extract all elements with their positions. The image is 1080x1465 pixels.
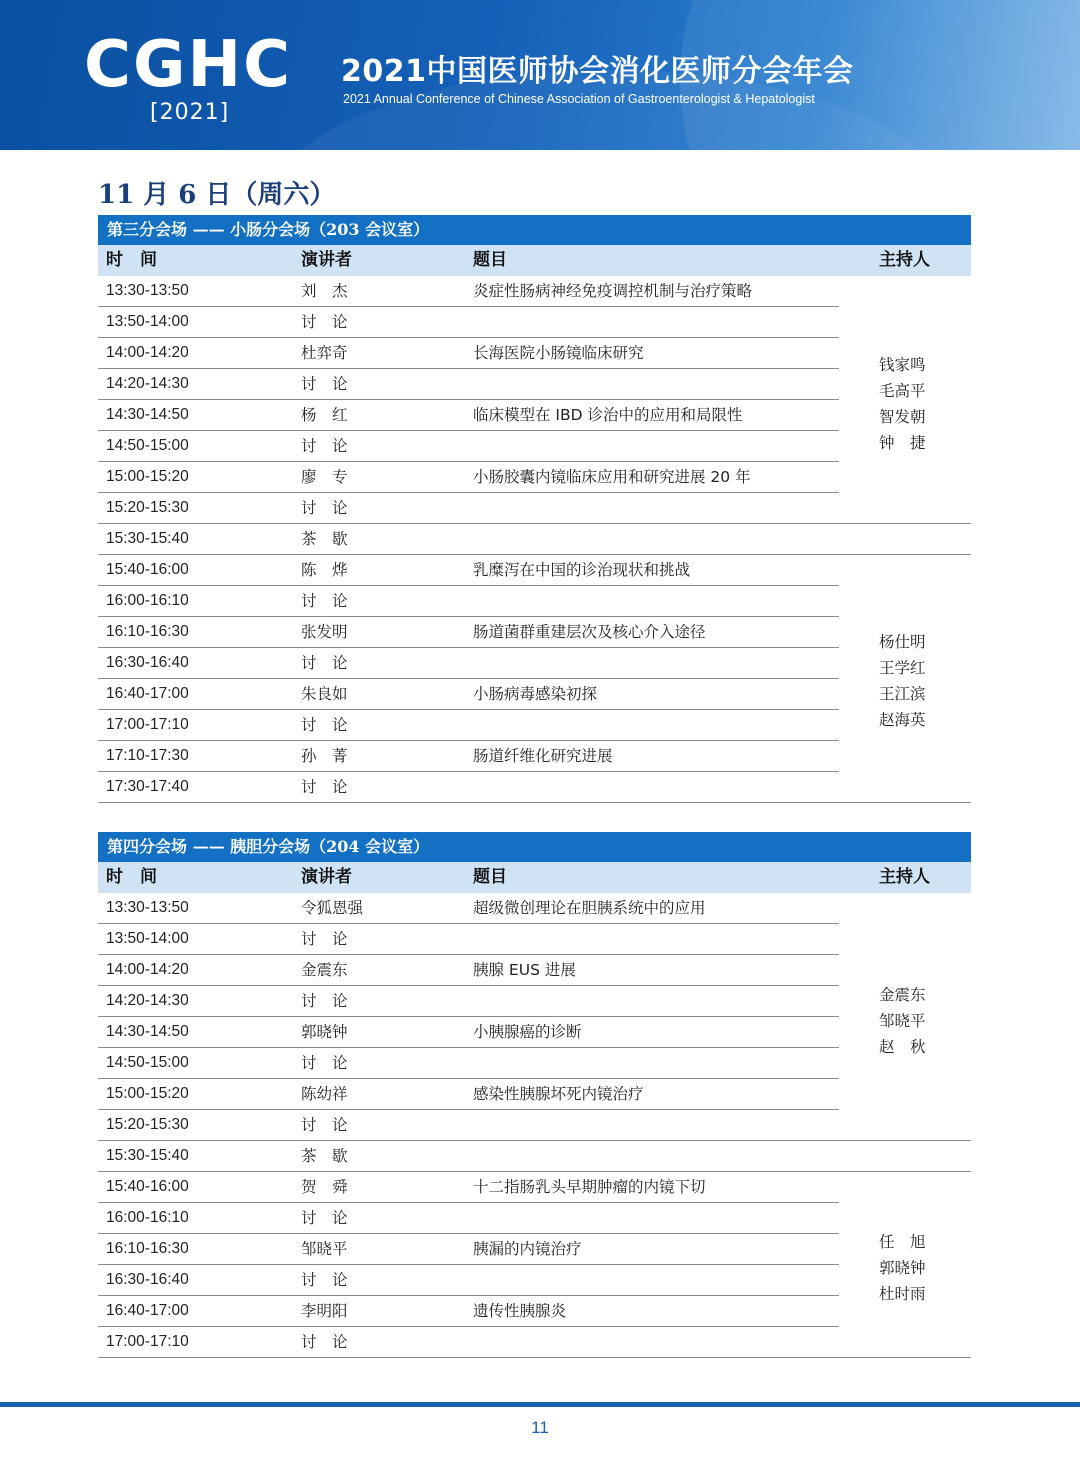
row-divider [98, 1357, 971, 1358]
topic-cell: 乳糜泻在中国的诊治现状和挑战 [473, 561, 691, 579]
table-row [98, 741, 971, 772]
col-topic: 题目 [473, 250, 507, 270]
time-cell: 14:30-14:50 [106, 1023, 189, 1040]
speaker-cell: 讨 论 [301, 1271, 348, 1289]
speaker-cell: 讨 论 [301, 992, 348, 1010]
time-cell: 14:20-14:30 [106, 992, 189, 1009]
host-group [879, 1229, 926, 1307]
time-cell: 14:50-15:00 [106, 437, 189, 454]
table-row [98, 1327, 971, 1358]
speaker-cell: 令狐恩强 [301, 899, 364, 917]
time-cell: 16:10-16:30 [106, 1240, 189, 1257]
time-cell: 13:50-14:00 [106, 930, 189, 947]
topic-cell: 小肠胶囊内镜临床应用和研究进展 20 年 [473, 468, 751, 486]
topic-cell: 小胰腺癌的诊断 [473, 1023, 582, 1041]
topic-cell: 肠道纤维化研究进展 [473, 747, 613, 765]
col-speaker: 演讲者 [301, 867, 352, 887]
host-name: 钟 捷 [879, 434, 926, 452]
table-row [98, 1203, 971, 1234]
conference-title-cn: 2021中国医师协会消化医师分会年会 [341, 54, 854, 89]
time-cell: 16:10-16:30 [106, 623, 189, 640]
host-group [879, 352, 926, 456]
speaker-cell: 李明阳 [301, 1302, 348, 1320]
speaker-cell: 讨 论 [301, 437, 348, 455]
host-name: 王学红 [879, 659, 926, 677]
table-row [98, 1017, 971, 1048]
speaker-cell: 张发明 [301, 623, 348, 641]
topic-cell: 临床模型在 IBD 诊治中的应用和局限性 [473, 406, 743, 424]
col-speaker: 演讲者 [301, 250, 352, 270]
table-row [98, 772, 971, 803]
speaker-cell: 讨 论 [301, 778, 348, 796]
host-name: 杨仕明 [879, 633, 926, 651]
time-cell: 15:20-15:30 [106, 1116, 189, 1133]
time-cell: 15:30-15:40 [106, 1147, 189, 1164]
speaker-cell: 贺 舜 [301, 1178, 348, 1196]
time-cell: 16:00-16:10 [106, 592, 189, 609]
topic-cell: 感染性胰腺坏死内镜治疗 [473, 1085, 644, 1103]
time-cell: 17:30-17:40 [106, 778, 189, 795]
speaker-cell: 讨 论 [301, 592, 348, 610]
host-name: 金震东 [879, 986, 926, 1004]
time-cell: 15:00-15:20 [106, 1085, 189, 1102]
page-number: 11 [531, 1418, 549, 1437]
table-row [98, 338, 971, 369]
table-row [98, 1079, 971, 1110]
schedule-rows [98, 893, 971, 1358]
host-name: 杜时雨 [879, 1285, 926, 1303]
topic-cell: 胰腺 EUS 进展 [473, 961, 576, 979]
time-cell: 15:20-15:30 [106, 499, 189, 516]
topic-cell: 肠道菌群重建层次及核心介入途径 [473, 623, 706, 641]
speaker-cell: 讨 论 [301, 716, 348, 734]
speaker-cell: 朱良如 [301, 685, 348, 703]
host-group [879, 629, 926, 733]
time-cell: 15:30-15:40 [106, 530, 189, 547]
session-pancreatobiliary [98, 832, 971, 1358]
table-row [98, 555, 971, 586]
speaker-cell: 廖 专 [301, 468, 348, 486]
speaker-cell: 讨 论 [301, 1209, 348, 1227]
speaker-cell: 茶 歇 [301, 1147, 348, 1165]
header-banner [0, 0, 1080, 150]
speaker-cell: 刘 杰 [301, 282, 348, 300]
speaker-cell: 讨 论 [301, 654, 348, 672]
host-name: 王江滨 [879, 685, 926, 703]
conference-title-en: 2021 Annual Conference of Chinese Association of Gastroenterologist & Hepatologist [343, 92, 815, 106]
session-small-intestine [98, 215, 971, 803]
time-cell: 15:40-16:00 [106, 561, 189, 578]
table-row [98, 431, 971, 462]
host-name: 赵海英 [879, 711, 926, 729]
time-cell: 14:00-14:20 [106, 961, 189, 978]
topic-cell: 超级微创理论在胆胰系统中的应用 [473, 899, 706, 917]
host-name: 智发朝 [879, 408, 926, 426]
table-row [98, 710, 971, 741]
table-row [98, 1265, 971, 1296]
table-row [98, 924, 971, 955]
table-row [98, 1172, 971, 1203]
topic-cell: 十二指肠乳头早期肿瘤的内镜下切 [473, 1178, 706, 1196]
speaker-cell: 讨 论 [301, 930, 348, 948]
host-name: 邹晓平 [879, 1012, 926, 1030]
topic-cell: 小肠病毒感染初探 [473, 685, 598, 703]
time-cell: 16:40-17:00 [106, 685, 189, 702]
host-name: 赵 秋 [879, 1038, 926, 1056]
time-cell: 14:20-14:30 [106, 375, 189, 392]
speaker-cell: 讨 论 [301, 1116, 348, 1134]
table-row [98, 986, 971, 1017]
table-row [98, 893, 971, 924]
speaker-cell: 孙 菁 [301, 747, 348, 765]
topic-cell: 长海医院小肠镜临床研究 [473, 344, 644, 362]
speaker-cell: 邹晓平 [301, 1240, 348, 1258]
speaker-cell: 郭晓钟 [301, 1023, 348, 1041]
table-row [98, 524, 971, 555]
footer-rule [0, 1402, 1080, 1407]
col-host: 主持人 [879, 867, 930, 887]
table-row [98, 493, 971, 524]
host-name: 钱家鸣 [879, 356, 926, 374]
session-title: 第四分会场 —— 胰胆分会场（204 会议室） [98, 832, 971, 862]
table-row [98, 617, 971, 648]
cghc-logo: CGHC [84, 28, 293, 102]
time-cell: 14:00-14:20 [106, 344, 189, 361]
topic-cell: 炎症性肠病神经免疫调控机制与治疗策略 [473, 282, 753, 300]
table-row [98, 462, 971, 493]
table-row [98, 369, 971, 400]
time-cell: 16:30-16:40 [106, 1271, 189, 1288]
logo-year: [2021] [150, 100, 230, 125]
speaker-cell: 讨 论 [301, 313, 348, 331]
table-row [98, 307, 971, 338]
table-row [98, 1141, 971, 1172]
table-row [98, 955, 971, 986]
speaker-cell: 陈幼祥 [301, 1085, 348, 1103]
host-name: 郭晓钟 [879, 1259, 926, 1277]
time-cell: 17:00-17:10 [106, 716, 189, 733]
speaker-cell: 讨 论 [301, 499, 348, 517]
table-row [98, 1234, 971, 1265]
time-cell: 16:40-17:00 [106, 1302, 189, 1319]
column-header-row [98, 245, 971, 276]
table-row [98, 1048, 971, 1079]
host-name: 任 旭 [879, 1233, 926, 1251]
speaker-cell: 杨 红 [301, 406, 348, 424]
col-time: 时 间 [106, 867, 157, 887]
time-cell: 13:30-13:50 [106, 899, 189, 916]
table-row [98, 648, 971, 679]
time-cell: 13:30-13:50 [106, 282, 189, 299]
time-cell: 15:00-15:20 [106, 468, 189, 485]
time-cell: 15:40-16:00 [106, 1178, 189, 1195]
topic-cell: 胰漏的内镜治疗 [473, 1240, 582, 1258]
time-cell: 17:10-17:30 [106, 747, 189, 764]
time-cell: 17:00-17:10 [106, 1333, 189, 1350]
host-group [879, 982, 926, 1060]
speaker-cell: 讨 论 [301, 1333, 348, 1351]
session-title: 第三分会场 —— 小肠分会场（203 会议室） [98, 215, 971, 245]
topic-cell: 遗传性胰腺炎 [473, 1302, 567, 1320]
host-name: 毛高平 [879, 382, 926, 400]
date-heading: 11 月 6 日（周六） [98, 180, 336, 210]
col-time: 时 间 [106, 250, 157, 270]
column-header-row [98, 862, 971, 893]
time-cell: 16:00-16:10 [106, 1209, 189, 1226]
table-row [98, 276, 971, 307]
speaker-cell: 陈 烨 [301, 561, 348, 579]
speaker-cell: 杜弈奇 [301, 344, 348, 362]
speaker-cell: 金震东 [301, 961, 348, 979]
col-host: 主持人 [879, 250, 930, 270]
time-cell: 13:50-14:00 [106, 313, 189, 330]
table-row [98, 1110, 971, 1141]
schedule-rows [98, 276, 971, 803]
speaker-cell: 讨 论 [301, 1054, 348, 1072]
time-cell: 14:30-14:50 [106, 406, 189, 423]
table-row [98, 679, 971, 710]
table-row [98, 586, 971, 617]
speaker-cell: 讨 论 [301, 375, 348, 393]
row-divider [98, 802, 971, 803]
table-row [98, 1296, 971, 1327]
time-cell: 14:50-15:00 [106, 1054, 189, 1071]
time-cell: 16:30-16:40 [106, 654, 189, 671]
table-row [98, 400, 971, 431]
col-topic: 题目 [473, 867, 507, 887]
speaker-cell: 茶 歇 [301, 530, 348, 548]
